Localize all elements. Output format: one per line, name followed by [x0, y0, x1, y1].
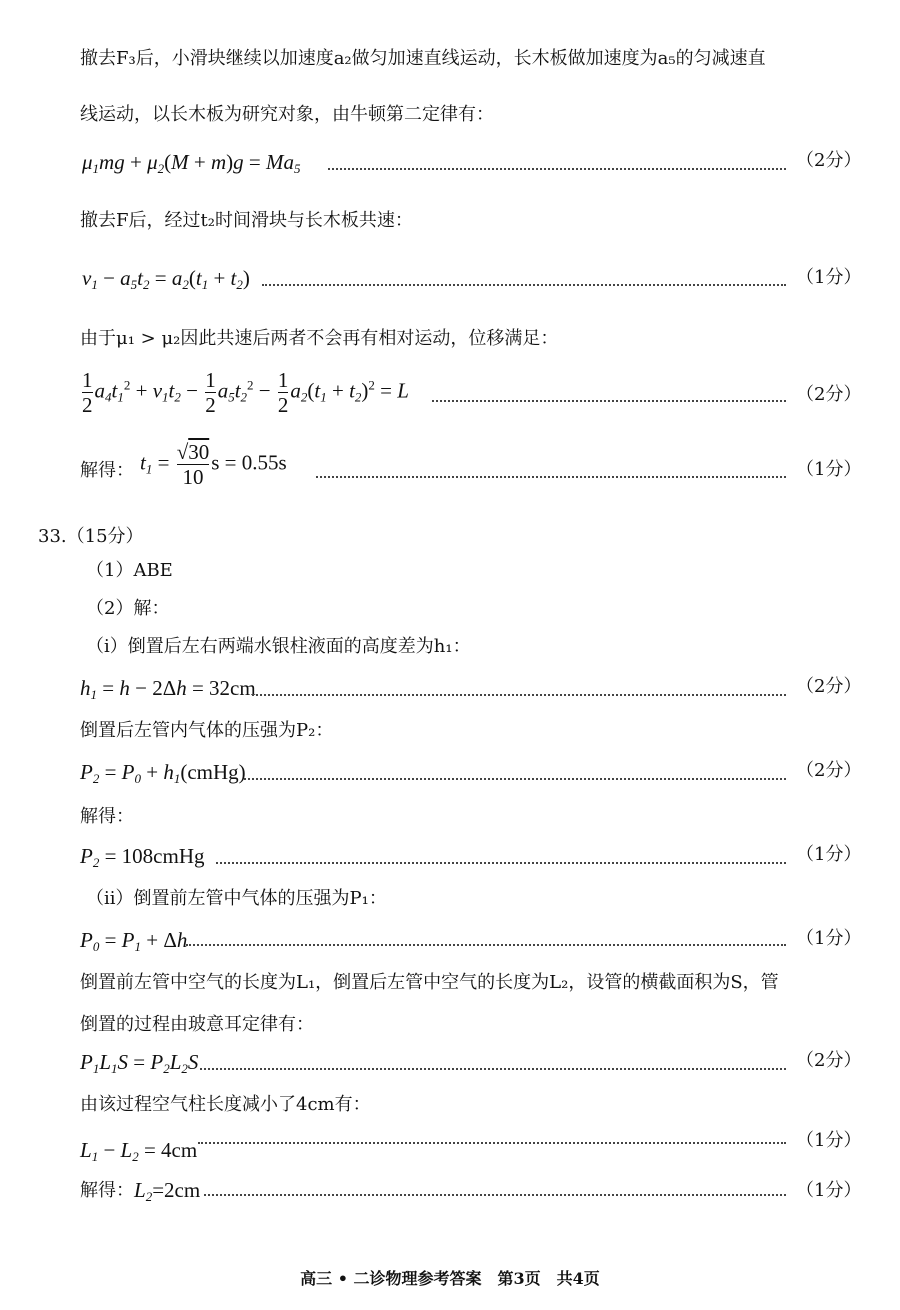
score-eq7: （1分）: [796, 844, 862, 865]
equation-common-velocity: $v_1 - a_5t_2 = a_2(t_1 + t_2)$: [82, 266, 250, 292]
question-33-header: 33.（15分）: [38, 526, 144, 547]
equation-p0: $P_0 = P_1 + \Delta h$: [80, 928, 188, 954]
paragraph-remove-f3-line1: 撤去F₃后，小滑块继续以加速度a₂做匀加速直线运动，长木板做加速度为a₅的匀减速直: [80, 48, 766, 69]
solve-label: 解得：: [80, 1180, 134, 1201]
equation-p2-value: $P_2$ = 108cmHg: [80, 844, 205, 870]
score-eq6: （2分）: [796, 760, 862, 781]
solve-label: 解得：: [80, 460, 134, 481]
answer-part-2: （2）解：: [86, 598, 170, 619]
leader-dots: [432, 400, 786, 402]
leader-dots: [216, 862, 786, 864]
subpart-i: （i）倒置后左右两端水银柱液面的高度差为h₁：: [86, 636, 471, 657]
leader-dots: [186, 944, 786, 946]
score-eq4: （1分）: [796, 459, 862, 480]
equation-displacement: $\frac{1}{2}$ $a_4t_1^2 + v_1t_2$ − $\frac{1}{2}$ $a_5t_2^2$ − $\frac{1}{2}$ $a_2(t_1 + t_2)^2 = L$: [82, 368, 409, 417]
score-eq8: （1分）: [796, 928, 862, 949]
subpart-ii: （ii）倒置前左管中气体的压强为P₁：: [86, 888, 387, 909]
paragraph-length-reduced: 由该过程空气柱长度减小了4cm有：: [80, 1094, 371, 1115]
score-eq5: （2分）: [796, 676, 862, 697]
equation-t1-result: $t_1$ = $\frac{√30}{10}$ s = 0.55s: [140, 440, 287, 489]
leader-dots: [252, 694, 786, 696]
equation-h1: $h_1 = h - 2\Delta h = 32cm$: [80, 676, 256, 702]
paragraph-remove-f3-line2: 线运动，以长木板为研究对象，由牛顿第二定律有：: [80, 104, 494, 125]
score-eq1: （2分）: [796, 150, 862, 171]
equation-boyle: $P_1L_1S = P_2L_2S$: [80, 1050, 199, 1076]
leader-dots: [262, 284, 786, 286]
leader-dots: [200, 1068, 786, 1070]
leader-dots: [198, 1142, 786, 1144]
leader-dots: [316, 476, 786, 478]
equation-p2: $P_2 = P_0$ + $h_1(cmHg)$: [80, 760, 246, 786]
equation-newton-board: $\mu_1mg + \mu_2(M + m)g = Ma_5$: [82, 150, 301, 176]
paragraph-lengths-line2: 倒置的过程由玻意耳定律有：: [80, 1014, 314, 1035]
score-eq11: （1分）: [796, 1180, 862, 1201]
leader-dots: [328, 168, 786, 170]
score-eq2: （1分）: [796, 267, 862, 288]
equation-length-diff: $L_1 - L_2 = 4cm$: [80, 1138, 198, 1164]
page-footer: 高三 • 二诊物理参考答案 第3页 共4页: [300, 1269, 600, 1288]
answer-part-1: （1）ABE: [86, 560, 173, 581]
paragraph-p2: 倒置后左管内气体的压强为P₂：: [80, 720, 334, 741]
solve-label: 解得：: [80, 806, 134, 827]
score-eq3: （2分）: [796, 384, 862, 405]
equation-l2-result: $L_2=2cm$: [134, 1178, 201, 1204]
paragraph-remove-f: 撤去F后，经过t₂时间滑块与长木板共速：: [80, 210, 413, 231]
leader-dots: [204, 1194, 786, 1196]
score-eq10: （1分）: [796, 1130, 862, 1151]
score-eq9: （2分）: [796, 1050, 862, 1071]
paragraph-mu-compare: 由于μ₁ > μ₂因此共速后两者不会再有相对运动，位移满足：: [80, 328, 559, 349]
paragraph-lengths-line1: 倒置前左管中空气的长度为L₁，倒置后左管中空气的长度为L₂，设管的横截面积为S，管: [80, 972, 779, 993]
leader-dots: [244, 778, 786, 780]
